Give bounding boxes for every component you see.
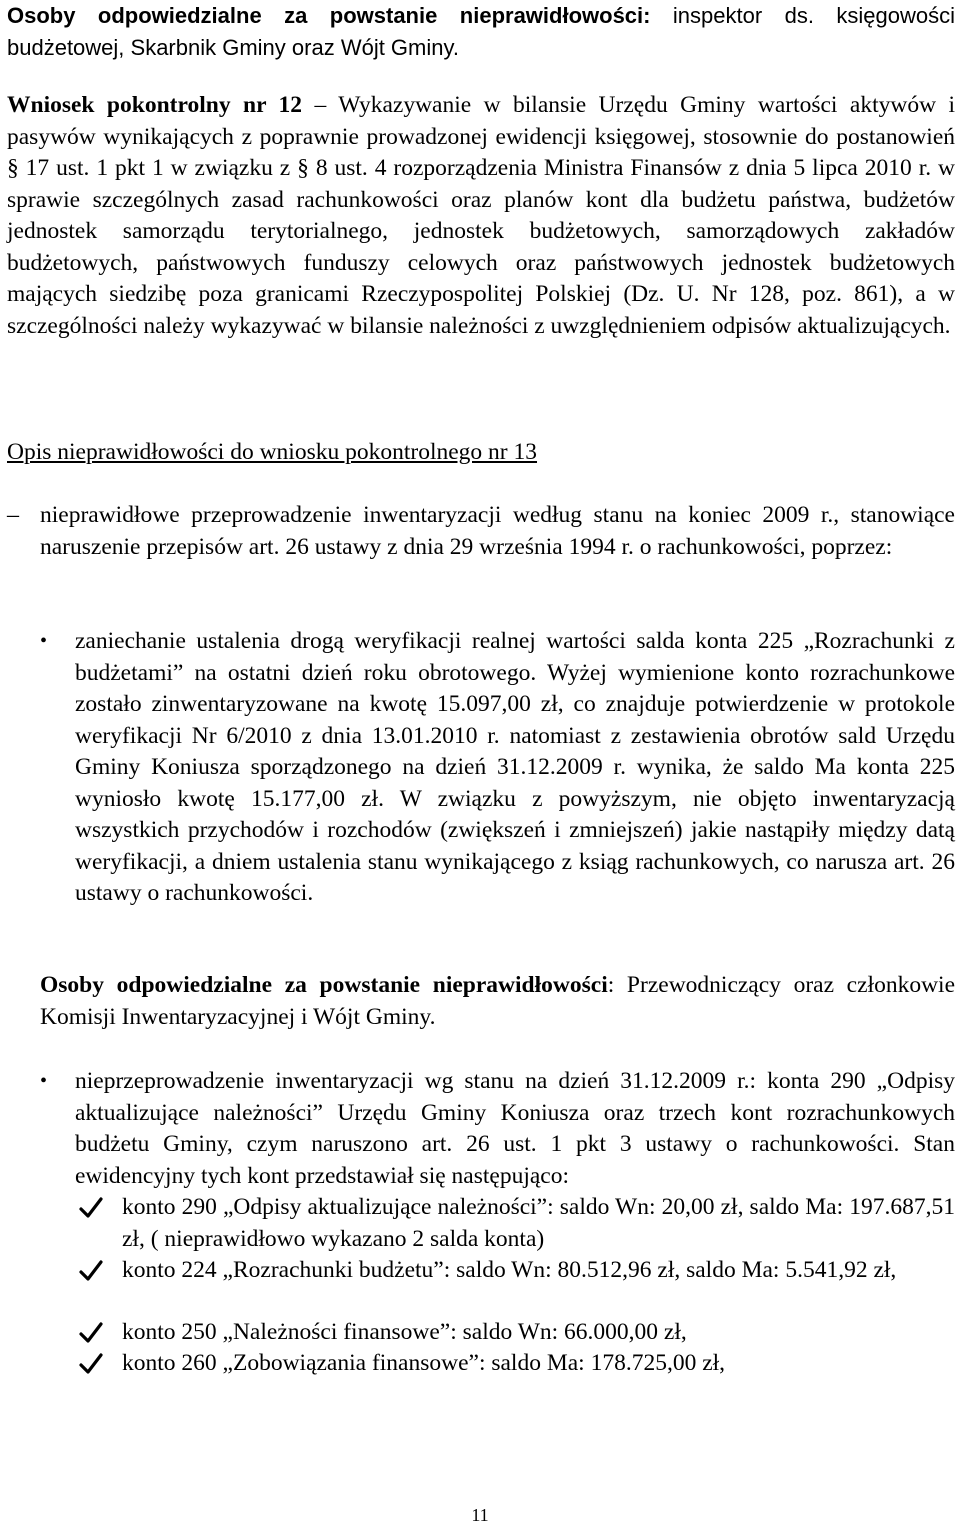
responsible-persons-label-2: Osoby odpowiedzialne za powstanie nieprawidłowości	[40, 972, 608, 998]
checkmark-icon	[78, 1195, 104, 1221]
page-number: 11	[471, 1505, 489, 1525]
check-item-3: konto 250 „Należności finansowe”: saldo Wn: 66.000,00 zł,	[122, 1319, 687, 1345]
responsible-persons-text-2: : Przewodniczący oraz członkowie Komisji Inwentaryzacyjnej i Wójt Gminy.	[40, 972, 956, 1030]
bullet-marker-1: •	[40, 630, 48, 652]
recommendation-12-paragraph	[7, 90, 955, 342]
checkmark-icon	[78, 1351, 104, 1377]
responsible-persons-text-1: inspektor ds. księgowości budżetowej, Skarbnik Gminy oraz Wójt Gminy.	[7, 3, 955, 60]
dash-marker: –	[7, 502, 19, 528]
responsible-persons-paragraph-1	[7, 0, 955, 63]
recommendation-12-text: – Wykazywanie w bilansie Urzędu Gminy wartości aktywów i pasywów wynikających z poprawnie prowadzonej ewidencji księgowej, stosownie do postanowień § 17 ust. 1 pkt 1 w związku z § 8 ust. 4 rozporządzenia Ministra Finansów z dnia 5 lipca 2010 r. w sprawie szczególnych zasad rachunkowości oraz planów kont dla budżetu państwa, budżetów jednostek samorządu terytorialnego, jednostek budżetowych, samorządowych zakładów budżetowych, państwowych funduszy celowych oraz państwowych jednostek budżetowych mających siedzibę poza granicami Rzeczypospolitej Polskiej (Dz. U. Nr 128, poz. 861), a w szczególności należy wykazywać w bilansie należności z uwzględnieniem odpisów aktualizujących.	[7, 92, 956, 339]
bullet-item-2: nieprzeprowadzenie inwentaryzacji wg stanu na dzień 31.12.2009 r.: konta 290 „Odpisy aktualizujące należności” Urzędu Gminy Koniusza oraz trzech kont rozrachunkowych budżetu Gminy, czym naruszono art. 26 ust. 1 pkt 3 ustawy o rachunkowości. Stan ewidencyjny tych kont przedstawiał się następująco:	[75, 1068, 955, 1189]
responsible-persons-label-1: Osoby odpowiedzialne za powstanie nieprawidłowości:	[7, 3, 651, 28]
dash-item-text: nieprawidłowe przeprowadzenie inwentaryzacji według stanu na koniec 2009 r., stanowiące naruszenie przepisów art. 26 ustawy z dnia 29 września 1994 r. o rachunkowości, poprzez:	[40, 502, 955, 560]
responsible-persons-paragraph-2	[40, 970, 955, 1033]
checkmark-icon	[78, 1320, 104, 1346]
check-item-1: konto 290 „Odpisy aktualizujące należności”: saldo Wn: 20,00 zł, saldo Ma: 197.687,51 zł, ( nieprawidłowo wykazano 2 salda konta)	[122, 1194, 955, 1252]
bullet-item-1: zaniechanie ustalenia drogą weryfikacji realnej wartości salda konta 225 „Rozrachunki z budżetami” na ostatni dzień roku obrotowego. Wyżej wymienione konto rozrachunkowe zostało zinwentaryzowane na kwotę 15.097,00 zł, co znajduje potwierdzenie w protokole weryfikacji Nr 6/2010 z dnia 13.01.2010 r. natomiast z zestawienia obrotów sald Urzędu Gminy Koniusza sporządzonego na dzień 31.12.2009 r. wynika, że saldo Ma konta 225 wyniosło kwotę 15.177,00 zł. W związku z powyższym, nie objęto inwentaryzacją wszystkich przychodów i rozchodów (zwiększeń i zmniejszeń) jakie nastąpiły między datą weryfikacji, a dniem ustalenia stanu wynikającego z ksiąg rachunkowych, co narusza art. 26 ustawy o rachunkowości.	[75, 628, 955, 906]
check-item-2: konto 224 „Rozrachunki budżetu”: saldo Wn: 80.512,96 zł, saldo Ma: 5.541,92 zł,	[122, 1257, 897, 1283]
checkmark-icon	[78, 1258, 104, 1284]
bullet-marker-2: •	[40, 1070, 48, 1092]
check-item-4: konto 260 „Zobowiązania finansowe”: saldo Ma: 178.725,00 zł,	[122, 1350, 726, 1376]
section-heading: Opis nieprawidłowości do wniosku pokontrolnego nr 13	[7, 439, 538, 465]
recommendation-12-label: Wniosek pokontrolny nr 12	[7, 92, 303, 118]
